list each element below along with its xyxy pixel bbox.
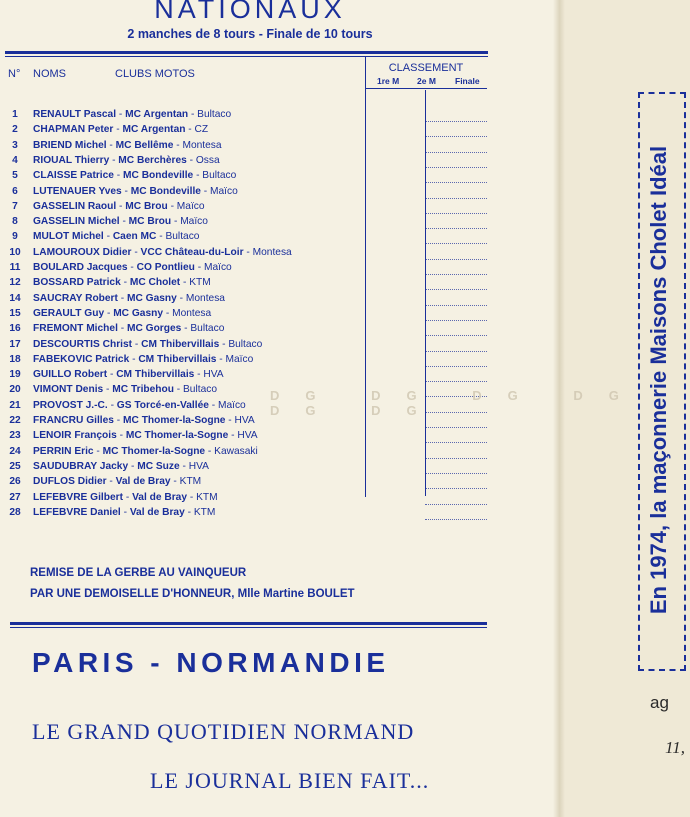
rider-name: FREMONT Michel bbox=[33, 323, 118, 335]
rider-club: MC Argentan bbox=[122, 124, 186, 136]
rider-club: MC Gasny bbox=[113, 307, 164, 319]
rider-number: 26 bbox=[9, 476, 21, 488]
rider-club: MC Brou bbox=[125, 200, 168, 212]
rider-moto: Maïco bbox=[176, 200, 205, 212]
classement-header-rule bbox=[365, 88, 487, 89]
rider-entry: GASSELIN Raoul - MC Brou - Maïco bbox=[33, 200, 205, 212]
rider-club: MC Thomer-la-Sogne bbox=[123, 415, 226, 426]
rider-entry: GASSELIN Michel - MC Brou - Maïco bbox=[33, 216, 208, 228]
rider-moto: Maïco bbox=[203, 262, 232, 273]
rider-number: 23 bbox=[9, 430, 21, 442]
rider-moto: Bultaco bbox=[202, 170, 237, 182]
classement-header: CLASSEMENT bbox=[388, 62, 464, 74]
rider-club: VCC Château-du-Loir bbox=[140, 246, 244, 258]
classement-grid-line bbox=[425, 442, 487, 443]
rider-number: 8 bbox=[12, 216, 18, 228]
rider-moto: CZ bbox=[194, 124, 209, 136]
rider-name: LEFEBVRE Gilbert bbox=[33, 491, 124, 503]
ad-rule bbox=[10, 622, 487, 625]
classement-grid-line bbox=[425, 228, 487, 229]
rider-name: BOULARD Jacques bbox=[33, 262, 128, 273]
ad-rule-thin bbox=[10, 627, 487, 628]
rider-moto: Bultaco bbox=[165, 231, 200, 243]
trophy-line-1: REMISE DE LA GERBE AU VAINQUEUR bbox=[30, 567, 247, 579]
rider-number: 11 bbox=[9, 262, 21, 273]
rider-club: Caen MC bbox=[112, 231, 157, 243]
rider-moto: Montesa bbox=[252, 246, 292, 258]
rider-club: MC Brou bbox=[128, 216, 172, 228]
rider-name: PERRIN Eric bbox=[33, 445, 94, 457]
rider-name: FRANCRU Gilles bbox=[33, 415, 114, 426]
classement-grid-line bbox=[425, 488, 487, 489]
rider-moto: KTM bbox=[189, 277, 211, 289]
rider-moto: Maïco bbox=[180, 216, 208, 228]
classement-grid-line bbox=[425, 182, 487, 183]
rider-club: Val de Bray bbox=[115, 476, 171, 488]
rider-moto: Maïco bbox=[225, 353, 254, 365]
rider-name: BRIEND Michel bbox=[33, 139, 107, 151]
rider-number: 2 bbox=[12, 124, 18, 136]
rider-number: 12 bbox=[9, 277, 21, 289]
classement-grid-line bbox=[425, 274, 487, 275]
rider-club: CM Thibervillais bbox=[138, 353, 217, 365]
classement-grid-line bbox=[425, 259, 487, 260]
col-num-header: N° bbox=[8, 68, 21, 80]
rider-name: DUFLOS Didier bbox=[33, 476, 107, 488]
rider-entry: BRIEND Michel - MC Bellême - Montesa bbox=[33, 139, 222, 151]
rider-name: LAMOUROUX Didier bbox=[33, 246, 132, 258]
classement-grid-line bbox=[425, 152, 487, 153]
rider-number: 4 bbox=[12, 154, 18, 166]
rider-moto: Kawasaki bbox=[214, 445, 258, 457]
rider-moto: Bultaco bbox=[190, 323, 225, 335]
rider-number: 14 bbox=[9, 292, 21, 304]
col-finale-header: Finale bbox=[455, 76, 480, 86]
rider-name: BOSSARD Patrick bbox=[33, 277, 121, 289]
classement-grid-line bbox=[425, 243, 487, 244]
classement-grid-line bbox=[425, 504, 487, 505]
rider-club: Val de Bray bbox=[132, 491, 188, 503]
rider-name: GUILLO Robert bbox=[33, 369, 108, 381]
rider-entry: DESCOURTIS Christ - CM Thibervillais - Bultaco bbox=[33, 338, 263, 350]
rider-moto: Montesa bbox=[172, 307, 212, 319]
rider-club: MC Berchères bbox=[118, 154, 187, 166]
rider-name: LEFEBVRE Daniel bbox=[33, 506, 121, 518]
rider-entry: RENAULT Pascal - MC Argentan - Bultaco bbox=[33, 109, 232, 120]
rider-moto: HVA bbox=[203, 369, 224, 381]
rider-entry: FRANCRU Gilles - MC Thomer-la-Sogne - HVA bbox=[33, 415, 255, 426]
rider-moto: HVA bbox=[234, 415, 255, 426]
stamp-watermark: DG DG DG DG DG DG bbox=[270, 388, 645, 418]
rider-club: MC Bondeville bbox=[123, 170, 194, 182]
rider-name: CLAISSE Patrice bbox=[33, 170, 114, 182]
rider-name: LENOIR François bbox=[33, 430, 117, 442]
rider-name: GASSELIN Raoul bbox=[33, 200, 117, 212]
rider-moto: Maïco bbox=[217, 399, 246, 411]
rider-name: SAUDUBRAY Jacky bbox=[33, 460, 129, 472]
rider-entry: SAUDUBRAY Jacky - MC Suze - HVA bbox=[33, 460, 209, 472]
rider-name: GERAULT Guy bbox=[33, 307, 105, 319]
rider-entry: LAMOUROUX Didier - VCC Château-du-Loir - Montesa bbox=[33, 246, 292, 258]
rider-moto: KTM bbox=[193, 506, 216, 518]
col-noms-header: NOMS bbox=[33, 68, 66, 80]
rider-club: GS Torcé-en-Vallée bbox=[116, 399, 209, 411]
rider-club: MC Thomer-la-Sogne bbox=[102, 445, 206, 457]
rider-number: 1 bbox=[12, 109, 18, 120]
classement-grid-line bbox=[425, 213, 487, 214]
rider-entry: RIOUAL Thierry - MC Berchères - Ossa bbox=[33, 154, 220, 166]
rider-entry: GUILLO Robert - CM Thibervillais - HVA bbox=[33, 369, 224, 381]
rider-entry: SAUCRAY Robert - MC Gasny - Montesa bbox=[33, 292, 225, 304]
rider-number: 7 bbox=[12, 200, 18, 212]
classement-grid-line bbox=[425, 198, 487, 199]
classement-grid-line bbox=[425, 167, 487, 168]
rider-number: 6 bbox=[12, 185, 18, 197]
rider-entry: PROVOST J.-C. - GS Torcé-en-Vallée - Maïco bbox=[33, 399, 246, 411]
rider-entry: LUTENAUER Yves - MC Bondeville - Maïco bbox=[33, 185, 238, 197]
rider-name: DESCOURTIS Christ bbox=[33, 338, 133, 350]
page-title: NATIONAUX bbox=[154, 0, 346, 24]
side-ad-text: En 1974, la maçonnerie Maisons Cholet Idéal bbox=[646, 145, 671, 615]
classement-left-border bbox=[365, 57, 366, 497]
rider-club: MC Tribehou bbox=[112, 384, 174, 396]
classement-box bbox=[365, 56, 487, 496]
rider-number: 27 bbox=[9, 491, 21, 503]
rider-number: 16 bbox=[9, 323, 21, 335]
rider-name: VIMONT Denis bbox=[33, 384, 104, 396]
newspaper-brand: PARIS - NORMANDIE bbox=[32, 647, 390, 678]
classement-grid-line bbox=[425, 351, 487, 352]
newspaper-tagline-1: LE GRAND QUOTIDIEN NORMAND bbox=[32, 719, 415, 744]
trophy-notice bbox=[30, 563, 355, 605]
rider-entry: GERAULT Guy - MC Gasny - Montesa bbox=[33, 307, 212, 319]
rider-name: GASSELIN Michel bbox=[33, 216, 120, 228]
rider-name: PROVOST J.-C. bbox=[33, 399, 108, 411]
rider-number: 15 bbox=[9, 307, 21, 319]
rider-entry: LEFEBVRE Gilbert - Val de Bray - KTM bbox=[33, 491, 218, 503]
classement-grid-line bbox=[425, 427, 487, 428]
rider-club: MC Suze bbox=[137, 460, 180, 472]
classement-grid-line bbox=[425, 473, 487, 474]
rider-entry: FABEKOVIC Patrick - CM Thibervillais - Maïco bbox=[33, 353, 254, 365]
rider-moto: Bultaco bbox=[183, 384, 217, 396]
rider-entry: LEFEBVRE Daniel - Val de Bray - KTM bbox=[33, 506, 216, 518]
rider-number: 28 bbox=[9, 506, 21, 518]
classement-grid-line bbox=[425, 289, 487, 290]
rider-name: CHAPMAN Peter bbox=[33, 124, 114, 136]
classement-grid-line bbox=[425, 121, 487, 122]
classement-grid-line bbox=[425, 305, 487, 306]
rider-name: RIOUAL Thierry bbox=[33, 154, 110, 166]
rider-entry: BOULARD Jacques - CO Pontlieu - Maïco bbox=[33, 262, 232, 273]
rider-number: 25 bbox=[9, 460, 21, 472]
rider-entry: CHAPMAN Peter - MC Argentan - CZ bbox=[33, 124, 209, 136]
rider-club: MC Gorges bbox=[126, 323, 182, 335]
rider-moto: HVA bbox=[188, 460, 209, 472]
col-m2-header: 2e M bbox=[417, 76, 436, 86]
rider-name: FABEKOVIC Patrick bbox=[33, 353, 130, 365]
classement-grid-line bbox=[425, 458, 487, 459]
rider-number: 18 bbox=[9, 353, 21, 365]
classement-grid-line bbox=[425, 381, 487, 382]
rider-number: 20 bbox=[9, 384, 21, 396]
rider-name: LUTENAUER Yves bbox=[33, 185, 122, 197]
side-fragment-2: 11, bbox=[665, 738, 685, 757]
classement-grid-line bbox=[425, 366, 487, 367]
rider-entry: BOSSARD Patrick - MC Cholet - KTM bbox=[33, 277, 211, 289]
classement-grid-line bbox=[425, 335, 487, 336]
rider-name: RENAULT Pascal bbox=[33, 109, 117, 120]
rider-name: SAUCRAY Robert bbox=[33, 292, 118, 304]
rider-club: MC Thomer-la-Sogne bbox=[125, 430, 229, 442]
race-format: 2 manches de 8 tours - Finale de 10 tours bbox=[127, 27, 373, 41]
rider-club: CO Pontlieu bbox=[136, 262, 195, 273]
rider-number: 3 bbox=[12, 139, 18, 151]
top-rule bbox=[5, 51, 488, 54]
rider-club: Val de Bray bbox=[129, 506, 185, 518]
newspaper-tagline-2: LE JOURNAL BIEN FAIT... bbox=[150, 768, 430, 793]
rider-moto: KTM bbox=[179, 476, 202, 488]
rider-entry: CLAISSE Patrice - MC Bondeville - Bultaco bbox=[33, 170, 237, 182]
rider-number: 10 bbox=[9, 246, 21, 258]
rider-number: 5 bbox=[12, 170, 18, 182]
rider-moto: Montesa bbox=[185, 292, 225, 304]
rider-moto: Maïco bbox=[210, 185, 238, 197]
rider-club: CM Thibervillais bbox=[141, 338, 220, 350]
rider-club: MC Argentan bbox=[125, 109, 189, 120]
rider-club: MC Cholet bbox=[129, 277, 181, 289]
rider-number: 21 bbox=[9, 399, 21, 411]
classement-grid-line bbox=[425, 519, 487, 520]
col-m1-header: 1re M bbox=[377, 76, 400, 86]
rider-club: MC Gasny bbox=[126, 292, 177, 304]
rider-number: 24 bbox=[9, 445, 21, 457]
trophy-line-2: PAR UNE DEMOISELLE D'HONNEUR, Mlle Martine BOULET bbox=[30, 588, 355, 600]
rider-entry: PERRIN Eric - MC Thomer-la-Sogne - Kawasaki bbox=[33, 445, 258, 457]
rider-moto: HVA bbox=[237, 430, 258, 442]
side-fragment-1: ag bbox=[650, 693, 669, 712]
rider-club: MC Bondeville bbox=[130, 185, 201, 197]
rider-club: CM Thibervillais bbox=[116, 369, 195, 381]
rider-moto: Bultaco bbox=[197, 109, 232, 120]
rider-entry: FREMONT Michel - MC Gorges - Bultaco bbox=[33, 323, 225, 335]
rider-number: 22 bbox=[9, 415, 21, 426]
col-clubs-header: CLUBS MOTOS bbox=[115, 68, 195, 80]
classement-grid-line bbox=[425, 136, 487, 137]
classement-grid-line bbox=[425, 320, 487, 321]
rider-entry: DUFLOS Didier - Val de Bray - KTM bbox=[33, 476, 202, 488]
rider-moto: Ossa bbox=[195, 154, 220, 166]
rider-moto: Bultaco bbox=[228, 338, 263, 350]
rider-entry: VIMONT Denis - MC Tribehou - Bultaco bbox=[33, 384, 217, 396]
rider-moto: KTM bbox=[196, 491, 218, 503]
rider-number: 9 bbox=[12, 231, 18, 243]
rider-number: 19 bbox=[9, 369, 21, 381]
rider-club: MC Bellême bbox=[115, 139, 174, 151]
rider-name: MULOT Michel bbox=[33, 231, 104, 243]
rider-number: 17 bbox=[9, 338, 21, 350]
rider-entry: LENOIR François - MC Thomer-la-Sogne - HVA bbox=[33, 430, 258, 442]
rider-moto: Montesa bbox=[182, 139, 222, 151]
rider-entry: MULOT Michel - Caen MC - Bultaco bbox=[33, 231, 200, 243]
